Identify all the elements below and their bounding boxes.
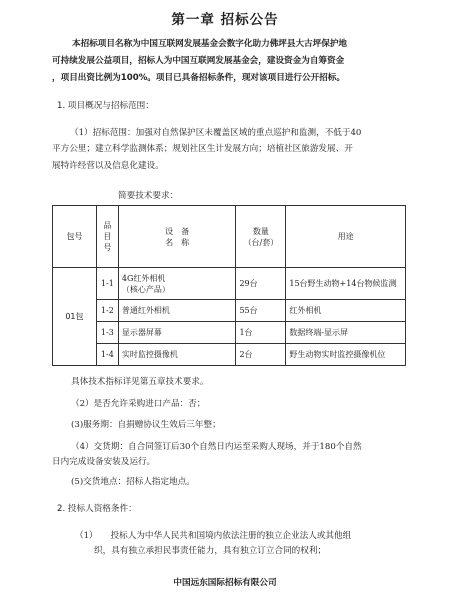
- service-period-line: (3)服务期：自捐赠协议生效后三年整；: [71, 420, 221, 430]
- intro-line-1: 本招标项目名称为中国互联网发展基金会数字化助力佛坪县大古坪保护地: [72, 39, 348, 49]
- quantity-cell: 29台: [236, 268, 286, 300]
- purpose-cell: 红外相机: [286, 300, 406, 322]
- delivery-line-1: （4）交货期：自合同签订后30个自然日内运至采购人现场，并于180个自然: [71, 442, 362, 452]
- table-row: [53, 268, 406, 300]
- equipment-name-cell: 普通红外相机: [118, 300, 236, 322]
- purpose-cell: 数据终端-显示屏: [286, 322, 406, 344]
- equipment-name-cell: 实时监控摄像机: [118, 344, 236, 366]
- scope-line-2: 平方公里；建立科学监测体系；规划社区生计发展方向；培植社区旅游发展、开: [52, 144, 353, 154]
- table-row: [53, 322, 406, 344]
- header-quantity: 数量 （台/套）: [236, 206, 286, 268]
- intro-line-2: 可持续发展公益项目，招标人为中国互联网发展基金会，建设资金为自筹资金: [52, 56, 345, 66]
- quantity-cell: 1台: [236, 322, 286, 344]
- equipment-name-cell: 显示器屏幕: [118, 322, 236, 344]
- section-1-heading: 1. 项目概况与招标范围：: [57, 101, 154, 111]
- purpose-cell: 野生动物实时监控摄像机位: [286, 344, 406, 366]
- quantity-cell: 55台: [236, 300, 286, 322]
- bidder-line-1: （1） 投标人为中华人民共和国境内依法注册的独立企业法人或其他组: [75, 531, 352, 541]
- item-no-cell: 1-3: [96, 322, 118, 344]
- delivery-line-2: 日内完成设备安装及运行。: [52, 457, 156, 467]
- header-item-no: 品 目 号: [96, 206, 118, 268]
- item-no-cell: 1-2: [96, 300, 118, 322]
- header-equipment: 设 备 名 称: [118, 206, 236, 268]
- tech-requirements-heading: 简要技术要求：: [118, 191, 179, 201]
- import-allowed-line: （2）是否允许采购进口产品：否；: [71, 399, 206, 409]
- item-no-cell: 1-1: [96, 268, 118, 300]
- equipment-name-cell: 4G红外相机 （核心产品）: [118, 268, 236, 300]
- header-package: 包号: [53, 206, 97, 268]
- item-no-cell: 1-4: [96, 344, 118, 366]
- quantity-cell: 2台: [236, 344, 286, 366]
- scope-line-1: （1）招标范围：加强对自然保护区未覆盖区域的重点巡护和监测，不低于40: [70, 128, 362, 138]
- section-2-heading: 2. 投标人资格条件：: [57, 504, 137, 514]
- purpose-cell: 15台野生动物+14台物候监测: [286, 268, 406, 300]
- delivery-place-line: (5)交货地点：招标人指定地点。: [71, 477, 195, 487]
- scope-line-3: 展特许经营以及信息化建设。: [52, 161, 164, 171]
- table-row: [53, 300, 406, 322]
- package-cell: 01包: [53, 268, 97, 366]
- intro-line-3: ，项目出资比例为100%。项目已具备招标条件，现对该项目进行公开招标。: [52, 73, 345, 83]
- tech-detail-note: 具体技术指标详见第五章技术要求。: [71, 377, 209, 387]
- equipment-table: [52, 205, 406, 366]
- footer-company: 中国远东国际招标有限公司: [173, 578, 277, 588]
- table-header-row: [53, 206, 406, 268]
- header-purpose: 用途: [286, 206, 406, 268]
- table-row: [53, 344, 406, 366]
- bidder-line-2: 织，具有独立承担民事责任能力，具有独立订立合同的权利；: [94, 546, 327, 556]
- document-title: 第一章 招标公告: [171, 12, 279, 28]
